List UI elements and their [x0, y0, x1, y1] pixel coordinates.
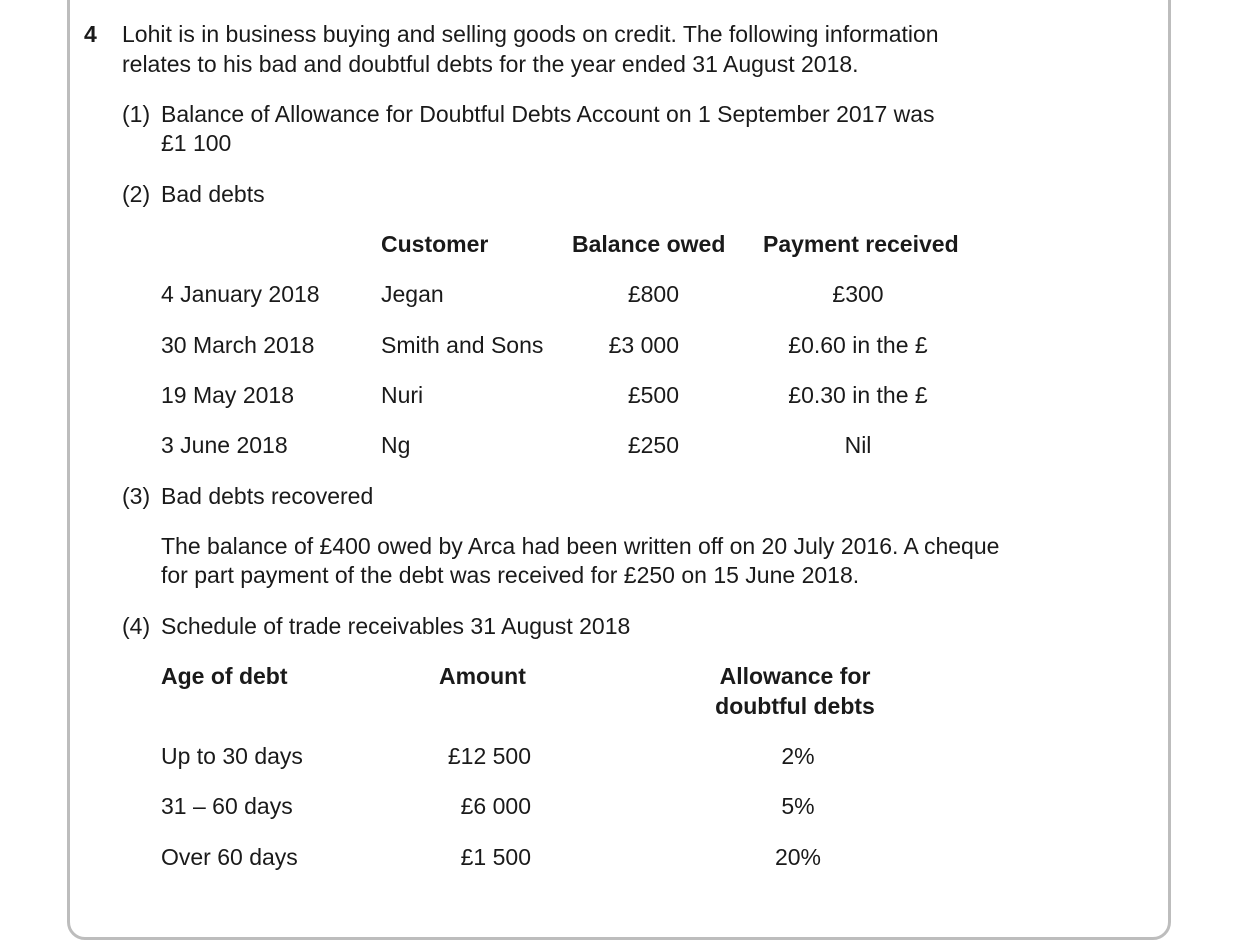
- bad-debt-customer: Jegan: [381, 281, 444, 307]
- bad-debt-payment: £300: [832, 281, 884, 307]
- receivable-age: 31 – 60 days: [161, 793, 293, 819]
- bad-debt-payment: Nil: [844, 432, 872, 458]
- bad-debt-balance: £800: [627, 281, 679, 307]
- intro-line-2: relates to his bad and doubtful debts for the year ended 31 August 2018.: [122, 51, 859, 77]
- bad-debt-balance: £3 000: [608, 332, 679, 358]
- item3-title: Bad debts recovered: [161, 483, 374, 509]
- receivables-header-allowance-line-1: Allowance for: [719, 663, 871, 689]
- receivable-allowance: 20%: [774, 844, 822, 870]
- item3-label: (3): [122, 483, 151, 509]
- bad-debt-payment: £0.60 in the £: [788, 332, 928, 358]
- item2-title: Bad debts: [161, 181, 265, 207]
- bad-debt-customer: Ng: [381, 432, 411, 458]
- bad-debt-date: 4 January 2018: [161, 281, 320, 307]
- receivable-age: Over 60 days: [161, 844, 298, 870]
- bad-debt-date: 30 March 2018: [161, 332, 315, 358]
- bad-debt-customer: Smith and Sons: [381, 332, 544, 358]
- bad-debt-payment: £0.30 in the £: [788, 382, 928, 408]
- item3-line-2: for part payment of the debt was received for £250 on 15 June 2018.: [161, 562, 860, 588]
- bad-debts-header-payment: Payment received: [763, 231, 959, 257]
- receivables-header-age: Age of debt: [161, 663, 288, 689]
- bad-debt-customer: Nuri: [381, 382, 424, 408]
- receivable-amount: £1 500: [460, 844, 531, 870]
- bad-debt-balance: £500: [627, 382, 679, 408]
- intro-line-1: Lohit is in business buying and selling goods on credit. The following information: [122, 21, 939, 47]
- item2-label: (2): [122, 181, 151, 207]
- item1-line-2: £1 100: [161, 130, 232, 156]
- question-number: 4: [84, 21, 97, 47]
- item3-line-1: The balance of £400 owed by Arca had been written off on 20 July 2016. A cheque: [161, 533, 1000, 559]
- receivable-amount: £12 500: [447, 743, 531, 769]
- bad-debts-header-customer: Customer: [381, 231, 489, 257]
- receivables-header-allowance-line-2: doubtful debts: [715, 693, 875, 719]
- bad-debts-header-balance: Balance owed: [572, 231, 726, 257]
- receivable-allowance: 5%: [781, 793, 815, 819]
- bad-debt-date: 3 June 2018: [161, 432, 288, 458]
- receivables-header-amount: Amount: [439, 663, 526, 689]
- bad-debt-balance: £250: [627, 432, 679, 458]
- item1-line-1: Balance of Allowance for Doubtful Debts Account on 1 September 2017 was: [161, 101, 935, 127]
- item1-label: (1): [122, 101, 151, 127]
- item4-title: Schedule of trade receivables 31 August 2018: [161, 613, 631, 639]
- receivable-allowance: 2%: [781, 743, 815, 769]
- bad-debt-date: 19 May 2018: [161, 382, 294, 408]
- receivable-amount: £6 000: [460, 793, 531, 819]
- receivable-age: Up to 30 days: [161, 743, 303, 769]
- item4-label: (4): [122, 613, 151, 639]
